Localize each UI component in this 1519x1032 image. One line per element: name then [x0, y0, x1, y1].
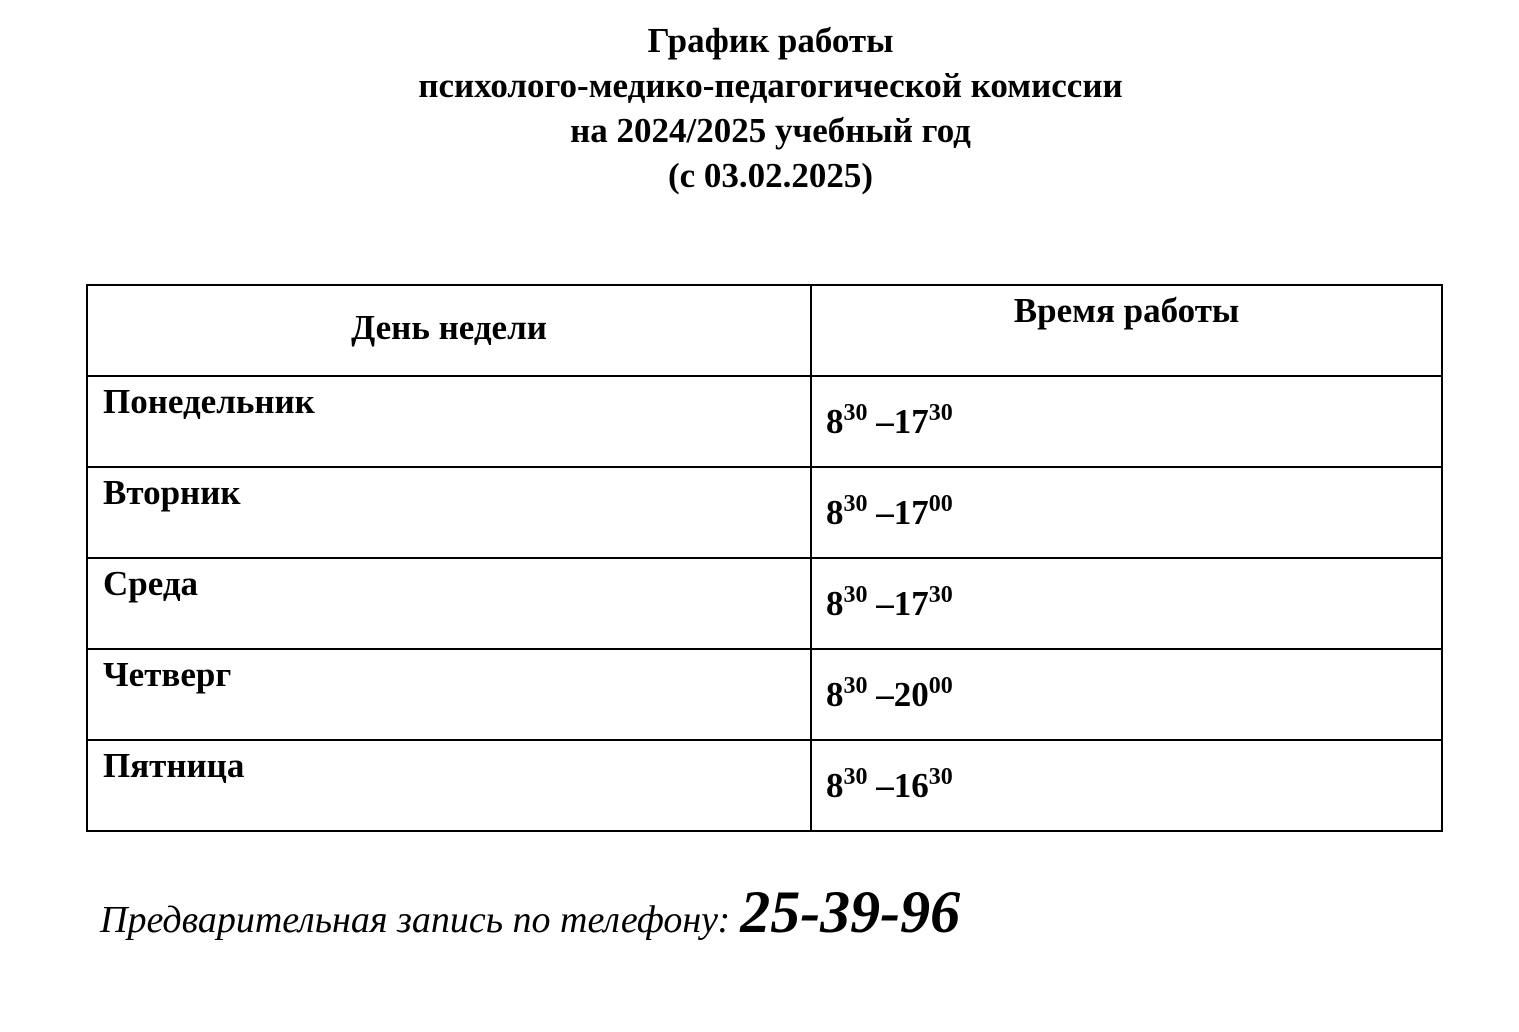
- table-row: [87, 740, 1442, 831]
- table-row: [87, 467, 1442, 558]
- appointment-label: Предварительная запись по телефону:: [100, 899, 731, 941]
- table-row: [87, 558, 1442, 649]
- title-line-4: (с 03.02.2025): [667, 156, 874, 195]
- time-cell: $8^{30}$ $-20^{00}$: [811, 649, 1442, 740]
- document-title: [0, 18, 1519, 198]
- time-cell: $8^{30}$ $-16^{30}$: [811, 740, 1442, 831]
- day-cell: Вторник: [87, 467, 811, 558]
- schedule-table: [86, 284, 1443, 832]
- header-day-of-week: День недели: [87, 285, 811, 376]
- table-header-row: [87, 285, 1442, 376]
- day-cell: Среда: [87, 558, 811, 649]
- phone-number: 25-39-96: [740, 879, 961, 945]
- day-cell: Понедельник: [87, 376, 811, 467]
- table-row: [87, 649, 1442, 740]
- time-cell: $8^{30}$ $-17^{30}$: [811, 376, 1442, 467]
- time-cell: $8^{30}$ $-17^{00}$: [811, 467, 1442, 558]
- header-working-hours: Время работы: [811, 285, 1442, 376]
- appointment-note: [100, 878, 960, 947]
- title-line-2: психолого-медико-педагогической комиссии: [418, 66, 1123, 105]
- time-cell: $8^{30}$ $-17^{30}$: [811, 558, 1442, 649]
- title-line-1: График работы: [647, 21, 894, 60]
- day-cell: Пятница: [87, 740, 811, 831]
- day-cell: Четверг: [87, 649, 811, 740]
- title-line-3: на 2024/2025 учебный год: [570, 111, 971, 150]
- table-row: [87, 376, 1442, 467]
